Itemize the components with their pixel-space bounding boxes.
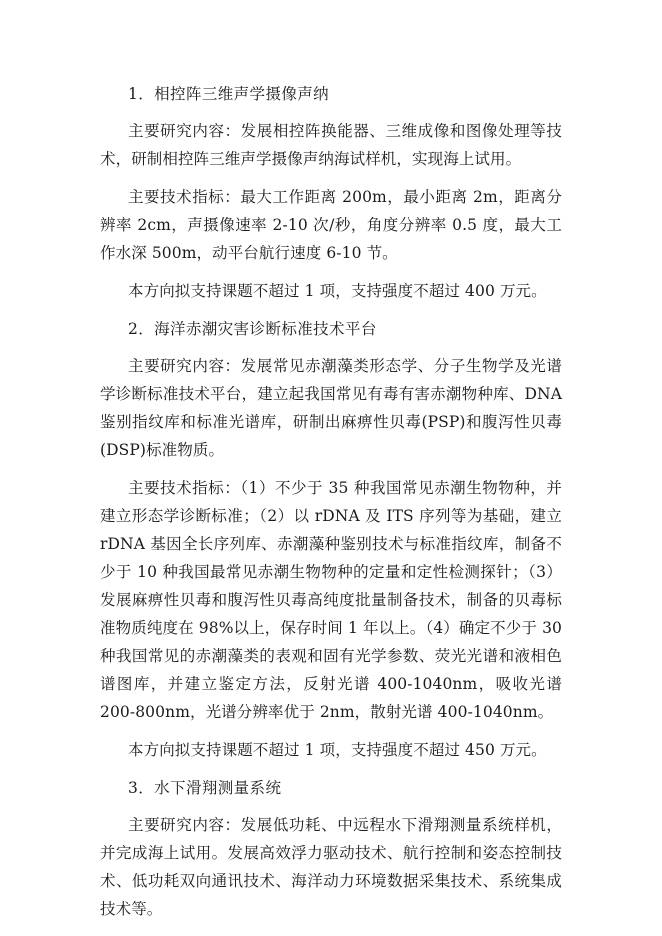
spacer	[100, 305, 562, 315]
spacer	[100, 173, 562, 183]
section-1-research-content: 主要研究内容：发展相控阵换能器、三维成像和图像处理等技术，研制相控阵三维声学摄像声纳海试样机，实现海上试用。	[100, 122, 562, 168]
spacer	[100, 802, 562, 811]
section-2-heading: 2．海洋赤潮灾害诊断标准技术平台	[128, 320, 377, 338]
spacer	[100, 764, 562, 774]
section-3-heading: 3．水下滑翔测量系统	[128, 779, 282, 797]
section-2-technical-indicators: 主要技术指标：（1）不少于 35 种我国常见赤潮生物物种，并建立形态学诊断标准；（2）以 rDNA 及 ITS 序列等为基础，建立 rDNA 基因全长序列库、赤潮藻种鉴别技术与标准指纹库，制备不少于 10 种我国最常见赤潮生物物种的定量和定性检测探针；（3）发展麻痹性贝毒和腹泻性贝毒高纯度批量制备技术，制备的贝毒标准物质纯度在 98%以上，保存时间 1 年以上。（4）确定不少于 30 种我国常见的赤潮藻类的表观和固有光学参数、荧光光谱和液相色谱图库，并建立鉴定方法，反射光谱 400-1040nm，吸收光谱 200-800nm，光谱分辨率优于 2nm，散射光谱 400-1040nm。	[100, 479, 562, 721]
spacer	[100, 726, 562, 736]
section-3-research-content: 主要研究内容：发展低功耗、中远程水下滑翔测量系统样机，并完成海上试用。发展高效浮力驱动技术、航行控制和姿态控制技术、低功耗双向通讯技术、海洋动力环境数据采集技术、系统集成技术等。	[100, 816, 562, 918]
section-1-funding: 本方向拟支持课题不超过 1 项，支持强度不超过 400 万元。	[128, 282, 547, 300]
section-1-heading: 1．相控阵三维声学摄像声纳	[128, 85, 330, 103]
spacer	[100, 464, 562, 474]
spacer	[100, 343, 562, 352]
spacer	[100, 267, 562, 277]
document-text-column	[100, 80, 562, 923]
spacer	[100, 108, 562, 117]
section-2-funding: 本方向拟支持课题不超过 1 项，支持强度不超过 450 万元。	[128, 741, 547, 759]
section-1-technical-indicators: 主要技术指标：最大工作距离 200m，最小距离 2m，距离分辨率 2cm，声摄像速率 2-10 次/秒，角度分辨率 0.5 度，最大工作水深 500m，动平台航行速度 6-10 节。	[100, 188, 562, 262]
section-2-research-content: 主要研究内容：发展常见赤潮藻类形态学、分子生物学及光谱学诊断标准技术平台，建立起我国常见有毒有害赤潮物种库、DNA 鉴别指纹库和标准光谱库，研制出麻痹性贝毒(PSP)和腹泻性贝毒(DSP)标准物质。	[100, 357, 562, 459]
